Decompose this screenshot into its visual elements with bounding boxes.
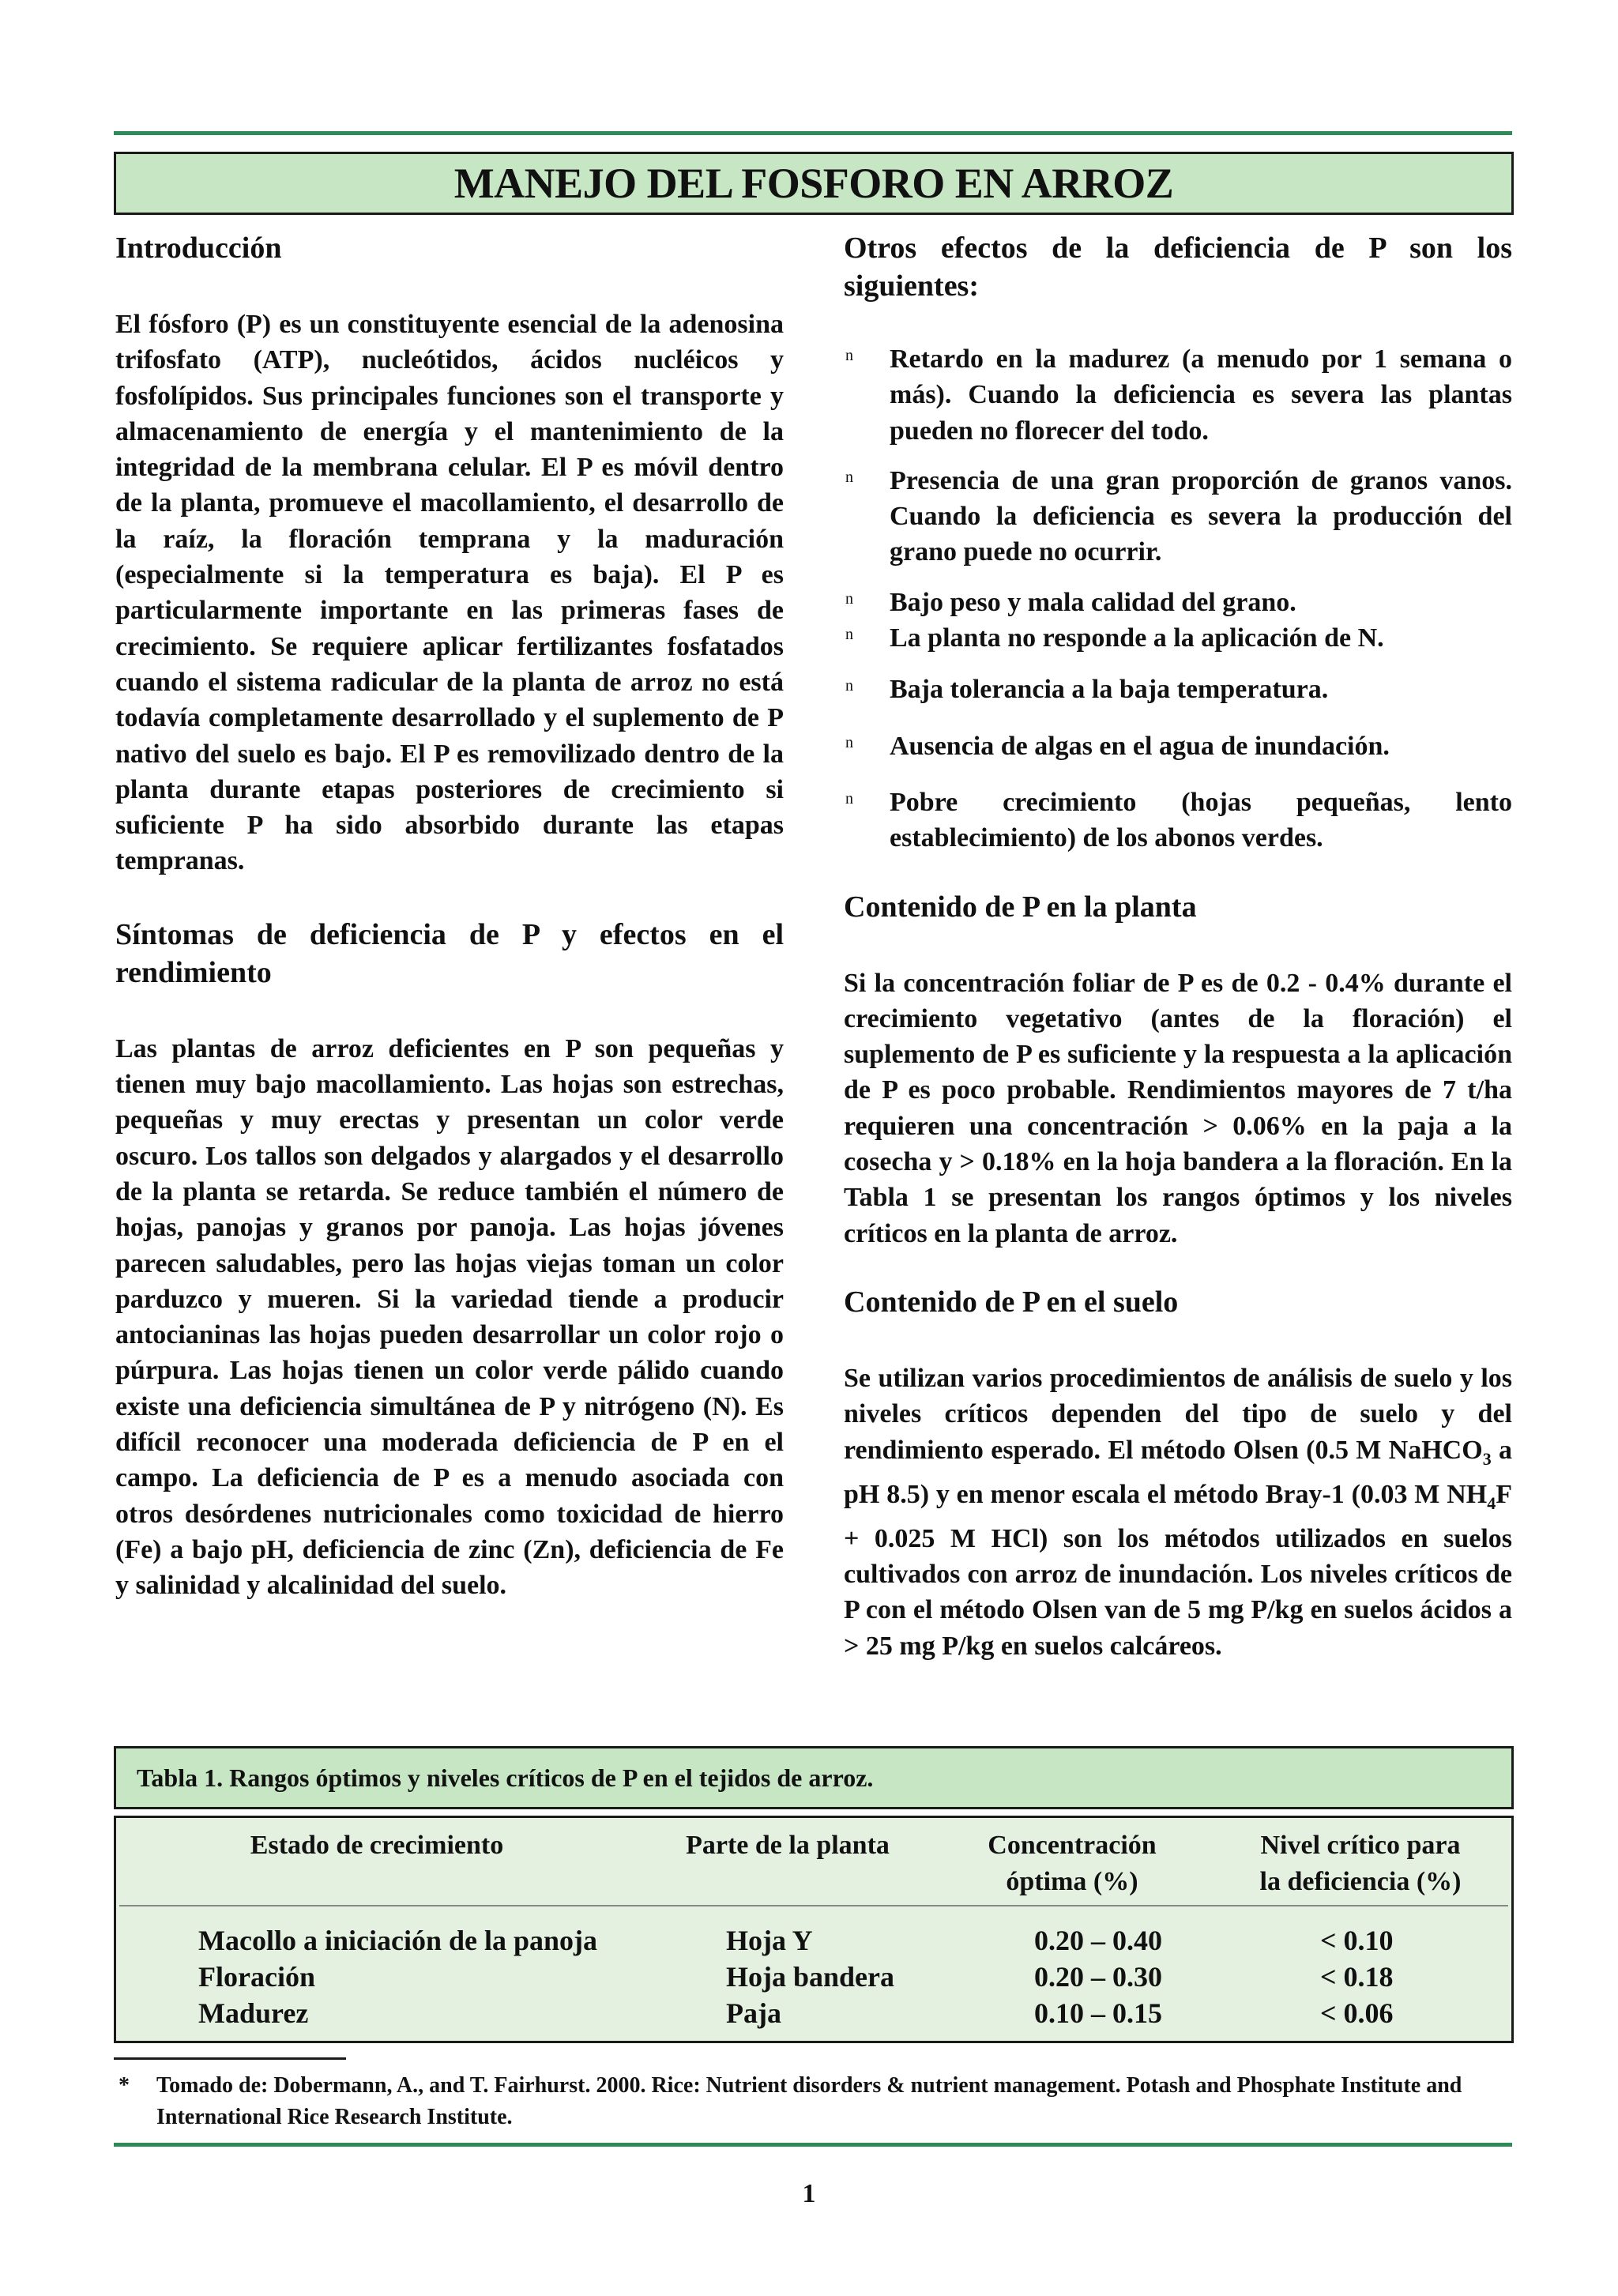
header-part: Parte de la planta <box>686 1831 890 1860</box>
top-rule <box>114 131 1512 135</box>
cell-part: Hoja Y <box>726 1925 813 1956</box>
cell-part: Paja <box>726 1997 781 2029</box>
cell-stage: Madurez <box>198 1997 309 2029</box>
symptoms-text: Las plantas de arroz deficientes en P son pequeñas y tienen muy bajo macollamiento. Las hojas son estrechas, pequeñas y muy erectas y presentan un color verde oscuro. Los tallos son delgados y alargados y el desarrollo de la planta se retarda. Se reduce también el número de hojas, panojas y granos por panoja. Las hojas jóvenes parecen saludables, pero las hojas viejas toman un color parduzco y mueren. Si la variedad tiende a producir antocianinas las hojas pueden desarrollar un color rojo o púrpura. Las hojas tienen un color verde pálido cuando existe una deficiencia simultánea de P y nitrógeno (N). Es difícil reconocer una moderada deficiencia de P en el campo. La deficiencia de P es a menudo asociada con otros desórdenes nutricionales como toxicidad de hierro (Fe) a bajo pH, deficiencia de zinc (Zn), deficiencia de Fe y salinidad y alcalinidad del suelo. <box>115 1033 784 1601</box>
intro-heading: Introducción <box>115 231 282 265</box>
bullet-icon: n <box>845 733 853 751</box>
list-item: n Bajo peso y mala calidad del grano. <box>844 585 1512 620</box>
header-concentration: Concentración óptima (%) <box>988 1831 1157 1896</box>
list-item: n La planta no responde a la aplicación de N. <box>844 620 1512 656</box>
intro-text: El fósforo (P) es un constituyente esencial de la adenosina trifosfato (ATP), nucleótidos, ácidos nucléicos y fosfolípidos. Sus principales funciones son el transporte y almacenamiento de energía y el mantenimiento de la integridad de la membrana celular. El P es móvil dentro de la planta, promueve el macollamiento, el desarrollo de la raíz, la floración temprana y la maduración (especialmente si la temperatura es baja). El P es particularmente importante en las primeras fases de crecimiento. Se requiere aplicar fertilizantes fosfatados cuando el sistema radicular de la planta de arroz no está todavía completamente desarrollado y el suplemento de P nativo del suelo es bajo. El P es removilizado dentro de la planta durante etapas posteriores de crecimiento si suficiente P ha sido absorbido durante las etapas tempranas. <box>115 310 784 876</box>
cell-stage: Floración <box>198 1961 315 1993</box>
list-item: n Baja tolerancia a la baja temperatura. <box>844 672 1512 707</box>
header-stage: Estado de crecimiento <box>250 1831 504 1860</box>
bullet-icon: n <box>845 626 853 644</box>
bullet-icon: n <box>845 789 853 807</box>
table-caption: Tabla 1. Rangos óptimos y niveles críticos de P en el tejidos de arroz. <box>137 1763 874 1792</box>
symptoms-heading: Síntomas de deficiencia de P y efectos en el rendimiento <box>115 917 784 989</box>
title-banner <box>114 152 1514 215</box>
plant-content-text: Si la concentración foliar de P es de 0.2 - 0.4% durante el crecimiento vegetativo (antes de la floración) el suplemento de P es suficiente y la respuesta a la aplicación de P es poco probable. Rendimientos mayores de 7 t/ha requieren una concentración > 0.06% en la paja a la cosecha y > 0.18% en la hoja bandera a la floración. En la Tabla 1 se presentan los rangos óptimos y los niveles críticos en la planta de arroz. <box>844 968 1512 1248</box>
cell-concentration: 0.20 – 0.30 <box>1034 1961 1162 1993</box>
cell-part: Hoja bandera <box>726 1961 895 1993</box>
footnote <box>119 2070 1512 2133</box>
other-effects-heading: Otros efectos de la deficiencia de P son los siguientes: <box>844 231 1512 303</box>
cell-stage: Macollo a iniciación de la panoja <box>198 1925 598 1956</box>
footnote-divider <box>114 2057 346 2060</box>
plant-content-heading: Contenido de P en la planta <box>844 890 1197 924</box>
cell-critical: < 0.10 <box>1320 1925 1394 1956</box>
page-title: MANEJO DEL FOSFORO EN ARROZ <box>453 160 1174 207</box>
list-item: n Ausencia de algas en el agua de inundación. <box>844 728 1512 764</box>
cell-concentration: 0.10 – 0.15 <box>1034 1997 1162 2029</box>
effects-list <box>844 341 1512 856</box>
list-item: n Retardo en la madurez (a menudo por 1 semana o más). Cuando la deficiencia es severa las plantas pueden no florecer del todo. <box>844 341 1512 449</box>
bullet-icon: n <box>845 347 853 364</box>
cell-critical: < 0.18 <box>1320 1961 1394 1993</box>
list-item: n Pobre crecimiento (hojas pequeñas, lento establecimiento) de los abonos verdes. <box>844 785 1512 856</box>
page-number: 1 <box>802 2179 816 2208</box>
bottom-rule <box>114 2143 1512 2147</box>
header-divider <box>119 1905 1508 1906</box>
header-critical-level: Nivel crítico para la deficiencia (%) <box>1259 1831 1462 1896</box>
soil-content-text: Se utilizan varios procedimientos de análisis de suelo y los niveles críticos dependen del tipo de suelo y del rendimiento esperado. El método Olsen (0.5 M NaHCO$_3$ a pH 8.5) y en menor escala el método Bray-1 (0.03 M $NH_4F + 0.025$ M HCl) son los métodos utilizados en suelos cultivados con arroz de inundación. Los niveles críticos de P con el método Olsen van de 5 mg P/kg en suelos ácidos a > 25 mg P/kg en suelos calcáreos. <box>844 1363 1512 1661</box>
footnote-text: Tomado de: Dobermann, A., and T. Fairhurst. 2000. Rice: Nutrient disorders & nutrient management. Potash and Phosphate Institute and International Rice Research Institute. <box>156 2073 1462 2129</box>
left-column <box>115 229 784 1604</box>
table-caption-box <box>114 1746 1514 1809</box>
list-item: n Presencia de una gran proporción de granos vanos. Cuando la deficiencia es severa la producción del grano puede no ocurrir. <box>844 463 1512 570</box>
cell-critical: < 0.06 <box>1320 1997 1394 2029</box>
footnote-marker: * <box>119 2073 130 2098</box>
cell-concentration: 0.20 – 0.40 <box>1034 1925 1162 1956</box>
bullet-icon: n <box>845 468 853 486</box>
data-table <box>114 1816 1514 2043</box>
bullet-icon: n <box>845 589 853 608</box>
soil-content-heading: Contenido de P en el suelo <box>844 1285 1179 1319</box>
right-column <box>844 229 1512 1664</box>
bullet-icon: n <box>845 677 853 695</box>
